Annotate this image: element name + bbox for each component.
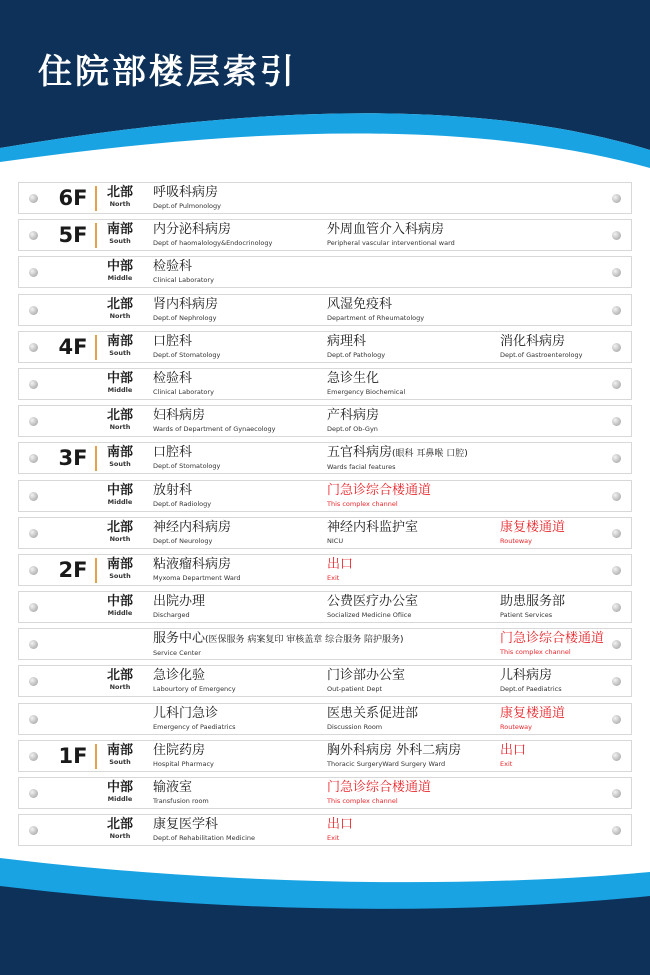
department-name-en: Dept.of Nephrology xyxy=(153,313,217,322)
department-name-en: Patient Services xyxy=(500,611,553,620)
rivet-icon xyxy=(612,677,621,686)
zone-name: 南部 xyxy=(106,333,133,349)
department-name-en: Emergency Biochemical xyxy=(327,387,406,396)
floor-divider xyxy=(95,186,97,211)
department-note: (眼科 耳鼻喉 口腔) xyxy=(392,449,468,460)
department-name-en: Peripheral vascular interventional ward xyxy=(327,239,455,248)
department-name: 儿科门急诊 xyxy=(153,705,219,721)
department-name: 产科病房 xyxy=(327,408,380,424)
zone-name: 中部 xyxy=(106,594,133,610)
department-name-en: Wards of Department of Gynaecology xyxy=(153,425,276,434)
floor-divider xyxy=(95,446,97,471)
table-row xyxy=(18,331,632,363)
zone-name-en: Middle xyxy=(107,385,133,394)
department-name: 放射科 xyxy=(153,482,193,498)
table-row xyxy=(18,703,632,735)
floor-divider xyxy=(95,744,97,769)
zone-label xyxy=(103,445,137,469)
department-name-en: Exit xyxy=(327,834,340,843)
department-name-en: Exit xyxy=(500,759,513,768)
department-name-en: Routeway xyxy=(500,536,533,545)
department-entry xyxy=(153,557,241,583)
department-entry xyxy=(327,371,405,397)
floor-label: 3F xyxy=(58,446,88,471)
department-name-en: Routeway xyxy=(500,722,533,731)
table-row xyxy=(18,480,632,512)
department-entry xyxy=(153,817,255,843)
department-name-en: Dept.of Pulmonology xyxy=(153,202,221,210)
department-entry xyxy=(153,445,220,471)
department-entry xyxy=(327,483,431,509)
department-entry xyxy=(327,706,418,732)
rivet-icon xyxy=(29,231,38,240)
zone-label xyxy=(103,817,137,841)
department-name: 风湿免疫科 xyxy=(327,296,393,312)
department-name-en: Dept.of Stomatology xyxy=(153,462,221,471)
department-name-en: Transfusion room xyxy=(153,797,209,805)
rivet-icon xyxy=(29,306,38,315)
rivet-icon xyxy=(612,603,621,612)
table-row xyxy=(18,256,632,288)
rivet-icon xyxy=(612,268,621,277)
floor-divider xyxy=(95,558,97,583)
rivet-icon xyxy=(29,380,38,389)
department-name: 输液室 xyxy=(153,780,193,795)
department-entry xyxy=(153,743,214,769)
rivet-icon xyxy=(612,194,621,203)
zone-label xyxy=(103,668,137,692)
zone-name: 中部 xyxy=(106,780,133,795)
department-name-en: Labourtory of Emergency xyxy=(153,685,236,694)
rivet-icon xyxy=(29,715,38,724)
rivet-icon xyxy=(29,454,38,463)
zone-name-en: Middle xyxy=(107,609,133,618)
department-name: 出口 xyxy=(500,742,527,758)
department-entry xyxy=(153,594,205,620)
table-row xyxy=(18,554,632,586)
zone-name-en: Middle xyxy=(107,795,133,803)
department-entry xyxy=(327,817,353,843)
rivet-icon xyxy=(29,268,38,277)
table-row xyxy=(18,740,632,772)
zone-name: 北部 xyxy=(106,408,133,424)
department-name: 神经内科监护室 xyxy=(327,519,419,535)
department-name-en: NICU xyxy=(327,536,344,545)
department-entry xyxy=(500,706,565,732)
zone-name-en: South xyxy=(109,348,131,357)
rivet-icon xyxy=(29,194,38,203)
zone-label xyxy=(103,222,137,246)
zone-name: 北部 xyxy=(106,817,133,833)
table-row xyxy=(18,517,632,549)
zone-label xyxy=(103,557,137,581)
department-name-en: Service Center xyxy=(153,649,201,658)
department-name: 住院药房 xyxy=(153,742,206,758)
zone-label xyxy=(103,408,137,432)
rivet-icon xyxy=(612,715,621,724)
zone-name: 北部 xyxy=(106,296,133,312)
department-entry xyxy=(153,222,272,248)
department-entry xyxy=(153,334,220,360)
zone-label xyxy=(103,334,137,358)
rivet-icon xyxy=(612,529,621,538)
rivet-icon xyxy=(612,566,621,575)
department-name-en: Thoracic SurgeryWard Surgery Ward xyxy=(327,759,446,768)
zone-name: 中部 xyxy=(106,259,133,275)
department-name-en: Clinical Laboratory xyxy=(153,387,214,396)
department-entry xyxy=(153,185,221,211)
department-entry xyxy=(500,631,604,657)
department-entry xyxy=(327,334,385,360)
department-name: 呼吸科病房 xyxy=(153,185,219,200)
department-name: 康复医学科 xyxy=(153,817,219,833)
rivet-icon xyxy=(29,343,38,352)
zone-label xyxy=(103,520,137,544)
zone-label xyxy=(103,371,137,395)
rivet-icon xyxy=(612,417,621,426)
department-entry xyxy=(153,668,236,694)
rivet-icon xyxy=(29,603,38,612)
department-name: 检验科 xyxy=(153,370,193,386)
table-row xyxy=(18,628,632,660)
zone-name: 北部 xyxy=(106,519,133,535)
rivet-icon xyxy=(29,826,38,835)
table-row xyxy=(18,219,632,251)
table-row xyxy=(18,814,632,846)
table-row xyxy=(18,182,632,214)
department-name-en: Dept.of Radiology xyxy=(153,499,212,508)
department-entry xyxy=(500,594,565,620)
department-name: 胸外科病房 外科二病房 xyxy=(327,742,462,758)
department-entry xyxy=(153,259,214,285)
department-name-en: Myxoma Department Ward xyxy=(153,573,241,582)
department-name: 服务中心(医保服务 病案复印 审核盖章 综合服务 陪护服务) xyxy=(153,631,404,647)
zone-name-en: South xyxy=(109,571,131,580)
zone-label xyxy=(103,483,137,507)
department-name-en: Discussion Room xyxy=(327,722,383,731)
zone-name-en: South xyxy=(109,757,131,766)
department-name: 妇科病房 xyxy=(153,408,206,424)
department-entry xyxy=(327,743,461,769)
department-name-en: Dept.of Ob-Gyn xyxy=(327,425,378,434)
department-name: 康复楼通道 xyxy=(500,705,566,721)
department-name: 急诊生化 xyxy=(327,370,380,386)
floor-divider xyxy=(95,223,97,248)
floor-label: 5F xyxy=(58,223,88,248)
rivet-icon xyxy=(612,492,621,501)
department-name-en: Dept.of Neurology xyxy=(153,536,213,545)
rivet-icon xyxy=(612,789,621,798)
department-name: 医患关系促进部 xyxy=(327,705,419,721)
department-entry xyxy=(327,297,424,323)
zone-name: 南部 xyxy=(106,556,133,572)
department-entry xyxy=(327,557,353,583)
department-name: 儿科病房 xyxy=(500,668,553,684)
floor-label: 1F xyxy=(58,743,88,768)
department-entry xyxy=(327,594,418,620)
table-row xyxy=(18,442,632,474)
department-name-en: Dept.of Gastroenterology xyxy=(500,350,583,359)
page-title: 住院部楼层索引 xyxy=(38,52,297,92)
department-name: 消化科病房 xyxy=(500,333,566,349)
floor-index-table xyxy=(18,182,632,851)
department-name: 门诊部办公室 xyxy=(327,668,406,684)
department-name: 病理科 xyxy=(327,333,367,349)
department-name: 出院办理 xyxy=(153,594,206,610)
department-entry xyxy=(153,371,214,397)
department-name: 公费医疗办公室 xyxy=(327,594,419,610)
department-entry xyxy=(153,631,403,658)
department-name-en: Dept.of Paediatrics xyxy=(500,685,562,694)
table-row xyxy=(18,405,632,437)
rivet-icon xyxy=(29,752,38,761)
zone-name-en: North xyxy=(109,534,131,543)
department-name: 急诊化验 xyxy=(153,668,206,684)
rivet-icon xyxy=(612,343,621,352)
department-name-en: Clinical Laboratory xyxy=(153,276,214,285)
zone-name: 中部 xyxy=(106,482,133,498)
zone-name: 北部 xyxy=(106,185,133,200)
department-name: 五官科病房(眼科 耳鼻喉 口腔) xyxy=(327,445,468,461)
department-name: 检验科 xyxy=(153,259,193,275)
department-entry xyxy=(500,334,582,360)
department-name: 门急诊综合楼通道 xyxy=(327,780,432,795)
rivet-icon xyxy=(612,454,621,463)
zone-label xyxy=(103,594,137,618)
department-entry xyxy=(500,743,526,769)
department-name: 门急诊综合楼通道 xyxy=(500,631,605,647)
department-entry xyxy=(327,780,431,806)
rivet-icon xyxy=(612,640,621,649)
department-name-en: Dept of haomalology&Endocrinology xyxy=(153,239,273,248)
department-name: 康复楼通道 xyxy=(500,519,566,535)
department-entry xyxy=(153,706,236,732)
zone-label xyxy=(103,780,137,804)
department-name: 门急诊综合楼通道 xyxy=(327,482,432,498)
department-name: 出口 xyxy=(327,817,354,833)
department-entry xyxy=(327,668,405,694)
department-name-en: Department of Rheumatology xyxy=(327,313,425,322)
department-entry xyxy=(500,520,565,546)
floor-label: 4F xyxy=(58,334,88,359)
zone-label xyxy=(103,185,137,209)
department-entry xyxy=(327,408,379,434)
department-name: 口腔科 xyxy=(153,445,193,461)
department-name-en: This complex channel xyxy=(500,648,571,657)
department-entry xyxy=(153,780,209,806)
rivet-icon xyxy=(29,529,38,538)
rivet-icon xyxy=(29,640,38,649)
department-name: 内分泌科病房 xyxy=(153,222,232,238)
zone-label xyxy=(103,743,137,767)
department-entry xyxy=(327,222,455,248)
zone-name-en: North xyxy=(109,832,131,841)
department-name: 助患服务部 xyxy=(500,594,566,610)
department-name: 出口 xyxy=(327,556,354,572)
department-entry xyxy=(500,668,562,694)
table-row xyxy=(18,368,632,400)
floor-label: 6F xyxy=(58,186,88,210)
zone-name: 南部 xyxy=(106,222,133,238)
rivet-icon xyxy=(612,380,621,389)
table-row xyxy=(18,665,632,697)
department-entry xyxy=(153,408,275,434)
department-name-en: This complex channel xyxy=(327,797,398,805)
table-row xyxy=(18,294,632,326)
zone-label xyxy=(103,259,137,283)
rivet-icon xyxy=(612,826,621,835)
table-row xyxy=(18,591,632,623)
department-name-en: This complex channel xyxy=(327,499,398,508)
department-name: 神经内科病房 xyxy=(153,519,232,535)
department-name: 外周血管介入科病房 xyxy=(327,222,445,238)
department-entry xyxy=(153,520,231,546)
department-name: 粘液瘤科病房 xyxy=(153,556,232,572)
rivet-icon xyxy=(29,417,38,426)
department-name-en: Hospital Pharmacy xyxy=(153,759,214,768)
zone-name-en: North xyxy=(109,200,131,208)
zone-name-en: South xyxy=(109,237,131,246)
zone-name-en: North xyxy=(109,311,131,320)
table-row xyxy=(18,777,632,809)
zone-label xyxy=(103,297,137,321)
department-name-en: Dept.of Pathology xyxy=(327,350,386,359)
department-entry xyxy=(153,483,211,509)
zone-name: 南部 xyxy=(106,742,133,758)
floor-divider xyxy=(95,335,97,360)
zone-name-en: North xyxy=(109,423,131,432)
zone-name-en: South xyxy=(109,460,131,469)
department-name: 口腔科 xyxy=(153,333,193,349)
rivet-icon xyxy=(29,566,38,575)
department-name-en: Dept.of Stomatology xyxy=(153,350,221,359)
department-entry xyxy=(153,297,218,323)
rivet-icon xyxy=(29,677,38,686)
department-name-en: Dept.of Rehabilitation Medicine xyxy=(153,834,256,843)
zone-name-en: Middle xyxy=(107,497,133,506)
rivet-icon xyxy=(29,492,38,501)
zone-name-en: Middle xyxy=(107,274,133,283)
zone-name: 南部 xyxy=(106,445,133,461)
department-name-en: Socialized Medicine Ofiice xyxy=(327,611,412,620)
rivet-icon xyxy=(29,789,38,798)
zone-name: 中部 xyxy=(106,370,133,386)
rivet-icon xyxy=(612,306,621,315)
department-note: (医保服务 病案复印 审核盖章 综合服务 陪护服务) xyxy=(205,635,404,646)
department-entry xyxy=(327,520,418,546)
department-name-en: Exit xyxy=(327,573,340,582)
department-name-en: Discharged xyxy=(153,611,190,620)
rivet-icon xyxy=(612,231,621,240)
rivet-icon xyxy=(612,752,621,761)
department-name: 肾内科病房 xyxy=(153,296,219,312)
floor-label: 2F xyxy=(58,557,88,582)
zone-name: 北部 xyxy=(106,668,133,684)
department-entry xyxy=(327,445,468,472)
department-name-en: Wards facial features xyxy=(327,463,396,472)
department-name-en: Out-patient Dept xyxy=(327,685,383,694)
zone-name-en: North xyxy=(109,683,131,692)
department-name-en: Emergency of Paediatrics xyxy=(153,722,236,731)
